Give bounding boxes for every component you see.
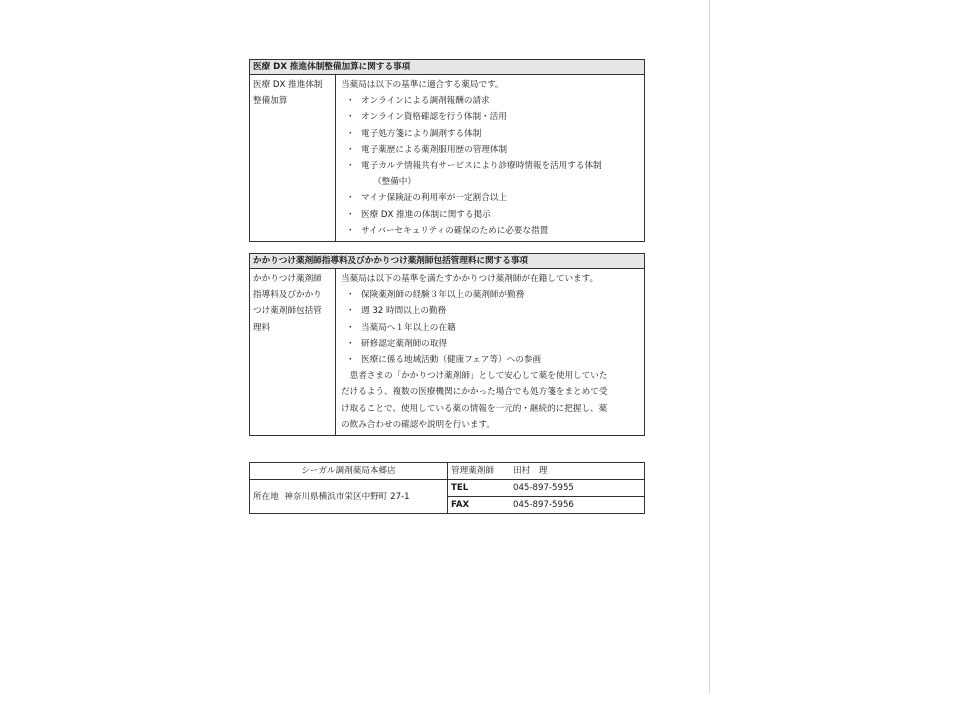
kakari-intro: 当薬局は以下の基準を満たすかかりつけ薬剤師が在籍しています。 <box>341 274 599 284</box>
fax-label: FAX <box>451 500 470 510</box>
kakari-paragraph-line: 患者さまの「かかりつけ薬剤師」として安心して薬を使用していた <box>341 371 608 382</box>
dx-item: ・ 電子カルテ情報共有サービスにより診療時情報を活用する体制 <box>346 161 602 172</box>
kakari-label-line: かかりつけ薬剤師 <box>253 274 322 284</box>
address-cell <box>250 480 448 514</box>
kakari-item: ・ 保険薬剤師の経験３年以上の薬剤師が勤務 <box>346 290 525 301</box>
manager-cell <box>448 463 645 480</box>
store-info-table <box>249 462 645 514</box>
kakari-label-line: 指導料及びかかり <box>253 290 322 301</box>
kakari-section-table <box>249 253 645 436</box>
dx-section-label <box>250 75 336 242</box>
kakari-paragraph-line: け取ることで、使用している薬の情報を一元的・継続的に把握し、薬 <box>341 403 608 414</box>
address-label: 所在地 <box>253 491 279 502</box>
dx-label-line: 整備加算 <box>253 96 288 107</box>
tel-label: TEL <box>451 483 469 493</box>
manager-name: 田村 理 <box>513 466 548 476</box>
store-name: シーガル調剤薬局本郷店 <box>250 463 448 480</box>
dx-item: ・ 医療 DX 推進の体制に関する掲示 <box>346 209 491 220</box>
kakari-label-line: 理料 <box>253 322 271 333</box>
fax-cell <box>448 497 645 514</box>
tel-cell <box>448 480 645 497</box>
dx-item: ・ サイバーセキュリティの確保のために必要な措置 <box>346 225 549 236</box>
kakari-section-content <box>336 269 645 436</box>
dx-item: ・ マイナ保険証の利用率が一定割合以上 <box>346 193 507 204</box>
kakari-paragraph-line: の飲み合わせの確認や説明を行います。 <box>341 419 496 430</box>
dx-item-note: （整備中） <box>373 177 416 188</box>
kakari-item: ・ 研修認定薬剤師の取得 <box>346 338 447 349</box>
dx-section-content <box>336 75 645 242</box>
dx-item: ・ 電子処方箋により調剤する体制 <box>346 128 482 139</box>
kakari-item: ・ 週 32 時間以上の勤務 <box>346 306 447 317</box>
fax-value: 045-897-5956 <box>513 500 574 510</box>
dx-item: ・ オンラインによる調剤報酬の請求 <box>346 96 490 107</box>
dx-intro: 当薬局は以下の基準に適合する薬局です。 <box>341 80 504 90</box>
dx-label-line: 医療 DX 推進体制 <box>253 80 323 90</box>
dx-item: ・ オンライン資格確認を行う体制・活用 <box>346 112 507 123</box>
dx-section-header: 医療 DX 推進体制整備加算に関する事項 <box>250 60 645 75</box>
dx-item: ・ 電子薬歴による薬剤服用歴の管理体制 <box>346 144 508 155</box>
kakari-section-label <box>250 269 336 436</box>
kakari-paragraph-line: だけるよう、複数の医療機関にかかった場合でも処方箋をまとめて受 <box>341 387 608 398</box>
dx-section-table <box>249 59 645 242</box>
tel-value: 045-897-5955 <box>513 483 574 493</box>
kakari-item: ・ 医療に係る地域活動（健康フェア等）への参画 <box>346 355 542 366</box>
canvas-background <box>710 0 960 720</box>
address-value: 神奈川県横浜市栄区中野町 27-1 <box>284 491 410 502</box>
kakari-label-line: つけ薬剤師包括管 <box>253 306 322 317</box>
manager-label: 管理薬剤師 <box>451 466 494 476</box>
kakari-item: ・ 当薬局へ１年以上の在籍 <box>346 322 456 333</box>
kakari-section-header: かかりつけ薬剤師指導料及びかかりつけ薬剤師包括管理料に関する事項 <box>250 254 645 269</box>
